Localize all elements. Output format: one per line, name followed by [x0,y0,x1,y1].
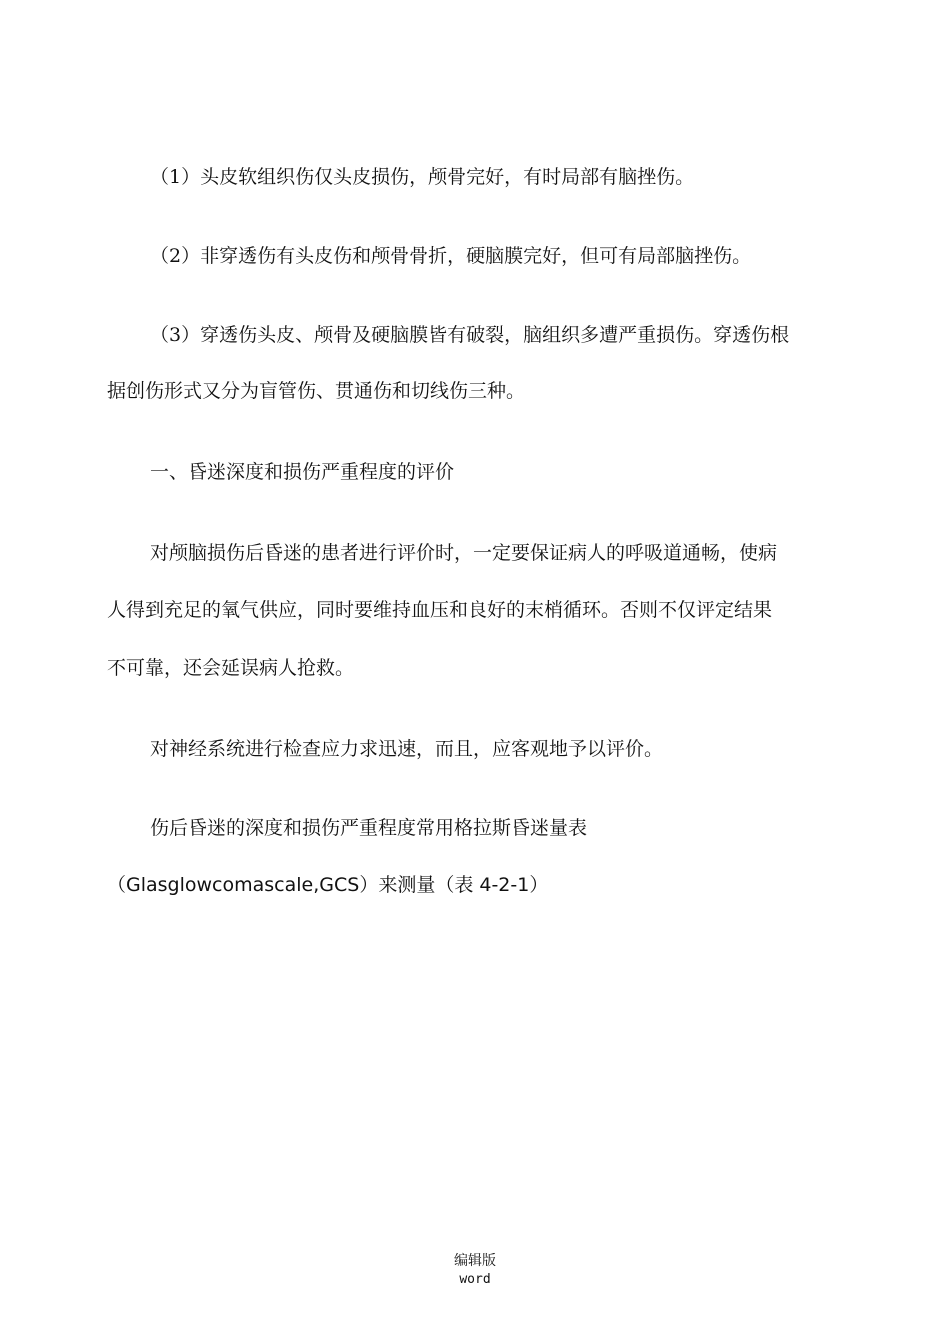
paragraph-scalp-injury: （1）头皮软组织伤仅头皮损伤，颅骨完好，有时局部有脑挫伤。 [150,166,695,188]
paragraph-penetrating-injury-line-1: （3）穿透伤头皮、颅骨及硬脑膜皆有破裂，脑组织多遭严重损伤。穿透伤根 [150,324,790,346]
paragraph-evaluation-line-3: 不可靠，还会延误病人抢救。 [107,657,355,679]
section-heading: 一、昏迷深度和损伤严重程度的评价 [150,461,455,483]
footer-line-2: word [459,1272,491,1287]
paragraph-penetrating-injury-line-2: 据创伤形式又分为盲管伤、贯通伤和切线伤三种。 [107,380,526,402]
paragraph-evaluation-line-2: 人得到充足的氧气供应，同时要维持血压和良好的末梢循环。否则不仅评定结果 [107,599,773,621]
paragraph-neuro-exam: 对神经系统进行检查应力求迅速，而且，应客观地予以评价。 [150,738,664,760]
footer-line-1: 编辑版 [454,1253,496,1269]
paragraph-non-penetrating-injury: （2）非穿透伤有头皮伤和颅骨骨折，硬脑膜完好，但可有局部脑挫伤。 [150,245,752,267]
paragraph-gcs-line-1: 伤后昏迷的深度和损伤严重程度常用格拉斯昏迷量表 [150,817,588,839]
paragraph-gcs-line-2: （Glasglowcomascale,GCS）来测量（表 4-2-1） [107,874,549,896]
paragraph-evaluation-line-1: 对颅脑损伤后昏迷的患者进行评价时，一定要保证病人的呼吸道通畅，使病 [150,542,778,564]
